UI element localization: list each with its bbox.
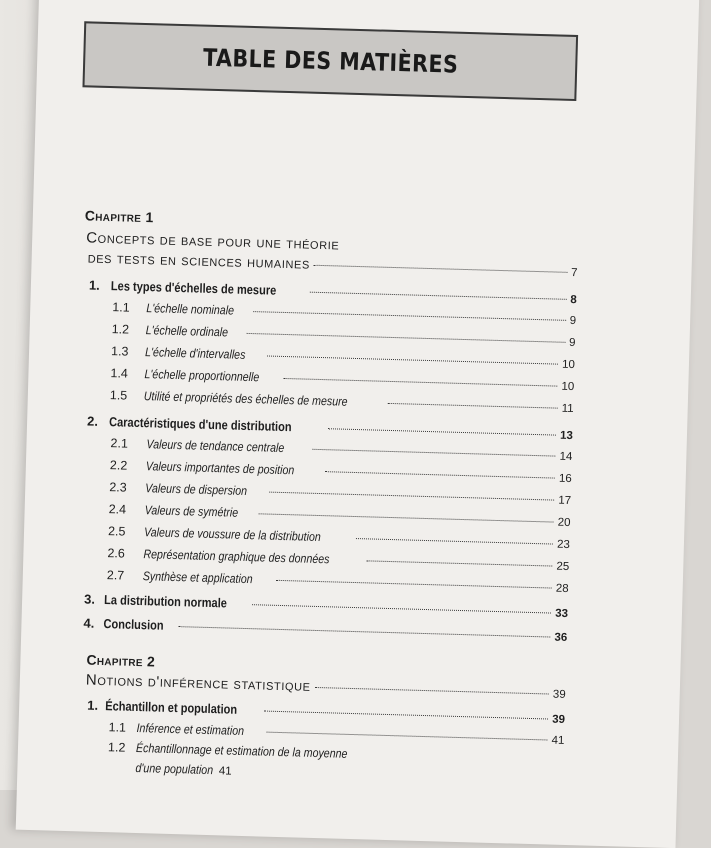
section-label: L'échelle proportionnelle bbox=[144, 367, 260, 385]
section-number: 1. bbox=[88, 277, 100, 293]
page-number: 8 bbox=[570, 293, 577, 307]
page-number: 33 bbox=[554, 607, 569, 620]
chapter-1-label: Chapitre 1 bbox=[84, 207, 154, 226]
page-number: 17 bbox=[558, 494, 572, 508]
page-number: 13 bbox=[559, 429, 574, 443]
section-number: 1.3 bbox=[110, 344, 129, 359]
section-number: 2.5 bbox=[107, 524, 126, 539]
section-number: 4. bbox=[83, 615, 95, 631]
section-label: L'échelle nominale bbox=[146, 301, 235, 318]
page-number: 25 bbox=[556, 560, 570, 574]
page-number: 41 bbox=[551, 734, 565, 747]
section-label: Les types d'échelles de mesure bbox=[110, 278, 277, 298]
section-label: Valeurs de voussure de la distribution bbox=[143, 525, 321, 545]
leader-dots bbox=[366, 559, 552, 566]
toc-entry-1-3 bbox=[111, 344, 575, 371]
section-label: Inférence et estimation bbox=[136, 720, 245, 738]
leader-dots bbox=[253, 603, 552, 613]
section-label: Utilité et propriétés des échelles de mesure bbox=[143, 389, 348, 409]
toc-entry-1-2 bbox=[112, 322, 576, 349]
toc-entry-3 bbox=[84, 591, 568, 620]
toc-entry-2-6 bbox=[107, 546, 569, 573]
chapter-1-title-line1: Concepts de base pour une théorie bbox=[86, 229, 340, 254]
toc-entry-ch2-1-2-cont bbox=[135, 761, 232, 778]
section-number: 1.5 bbox=[109, 388, 128, 403]
page-number: 11 bbox=[561, 402, 574, 416]
chapter-2-label: Chapitre 2 bbox=[86, 651, 156, 670]
toc-entry-2-1 bbox=[110, 436, 572, 463]
section-label: Valeurs de tendance centrale bbox=[146, 437, 285, 456]
toc-entry-2-4 bbox=[108, 502, 570, 529]
section-number: 2.1 bbox=[110, 436, 129, 451]
section-number: 1. bbox=[87, 697, 99, 713]
chapter-1-title-row bbox=[87, 249, 577, 280]
title-box bbox=[82, 21, 578, 101]
section-label: Valeurs de symétrie bbox=[144, 503, 239, 520]
toc-entry-2-2 bbox=[110, 458, 572, 485]
leader-dots bbox=[313, 448, 556, 457]
section-number: 2.6 bbox=[107, 546, 126, 561]
book-page bbox=[16, 0, 700, 848]
section-label: Caractéristiques d'une distribution bbox=[108, 414, 292, 435]
page-number: 14 bbox=[559, 450, 573, 464]
leader-dots bbox=[253, 310, 565, 321]
page-number: 20 bbox=[557, 516, 571, 530]
leader-dots bbox=[259, 512, 554, 522]
leader-dots bbox=[178, 625, 550, 637]
section-number: 1.1 bbox=[108, 720, 127, 735]
section-number: 1.2 bbox=[111, 322, 130, 337]
leader-dots bbox=[309, 291, 566, 300]
section-label: Valeurs importantes de position bbox=[145, 459, 295, 478]
section-number: 1.1 bbox=[112, 300, 130, 315]
leader-dots bbox=[315, 686, 549, 695]
leader-dots bbox=[269, 491, 554, 501]
section-label: Valeurs de dispersion bbox=[145, 481, 248, 498]
leader-dots bbox=[267, 354, 558, 364]
leader-dots bbox=[264, 710, 548, 720]
page-number: 28 bbox=[555, 582, 569, 596]
leader-dots bbox=[324, 470, 555, 478]
section-label: Conclusion bbox=[103, 616, 164, 633]
page-number: 10 bbox=[561, 358, 576, 372]
leader-dots bbox=[247, 332, 566, 343]
page-number: 39 bbox=[552, 688, 566, 701]
page-number: 23 bbox=[556, 538, 571, 552]
page-number: 16 bbox=[558, 472, 572, 486]
page-number: 39 bbox=[552, 713, 566, 726]
toc-entry-2-5 bbox=[108, 524, 570, 551]
section-number: 2.4 bbox=[108, 502, 127, 517]
page-number: 7 bbox=[570, 266, 578, 280]
section-number: 1.4 bbox=[110, 366, 129, 381]
leader-dots bbox=[387, 402, 557, 409]
chapter-1-title-line2: des tests en sciences humaines bbox=[87, 249, 311, 273]
section-label: Représentation graphique des données bbox=[143, 547, 330, 567]
section-number: 2. bbox=[86, 413, 99, 429]
page-number: 10 bbox=[561, 380, 575, 394]
leader-dots bbox=[267, 731, 548, 741]
toc-entry-2-7 bbox=[107, 568, 569, 595]
section-label: L'échelle ordinale bbox=[145, 323, 229, 340]
chapter-2-title-row bbox=[86, 672, 566, 702]
section-label: Synthèse et application bbox=[142, 569, 253, 587]
section-number: 2.2 bbox=[109, 458, 128, 473]
section-label: Échantillon et population bbox=[104, 698, 238, 717]
toc-entry-2-3 bbox=[109, 480, 571, 507]
chapter-2-title: Notions d'inférence statistique bbox=[85, 671, 311, 695]
toc-entry-1-5 bbox=[110, 388, 574, 415]
toc-entry-1-4 bbox=[110, 366, 574, 393]
leader-dots bbox=[314, 264, 567, 273]
leader-dots bbox=[328, 427, 556, 435]
page-title: TABLE DES MATIÈRES bbox=[202, 43, 459, 79]
leader-dots bbox=[284, 377, 558, 387]
section-label-continued: d'une population bbox=[135, 760, 214, 778]
page-number: 9 bbox=[568, 336, 576, 350]
section-number: 2.7 bbox=[106, 568, 125, 583]
section-number: 1.2 bbox=[107, 740, 126, 755]
page-number: 41 bbox=[218, 765, 232, 778]
page-number: 9 bbox=[569, 314, 577, 328]
section-number: 2.3 bbox=[109, 480, 127, 495]
leader-dots bbox=[276, 579, 552, 589]
leader-dots bbox=[356, 537, 553, 545]
section-number: 3. bbox=[83, 591, 96, 607]
toc-entry-4 bbox=[83, 615, 567, 644]
section-label: Échantillonnage et estimation de la moyenne bbox=[135, 740, 348, 761]
section-label: L'échelle d'intervalles bbox=[144, 345, 246, 362]
page-number: 36 bbox=[554, 631, 568, 644]
section-label: La distribution normale bbox=[103, 592, 228, 611]
